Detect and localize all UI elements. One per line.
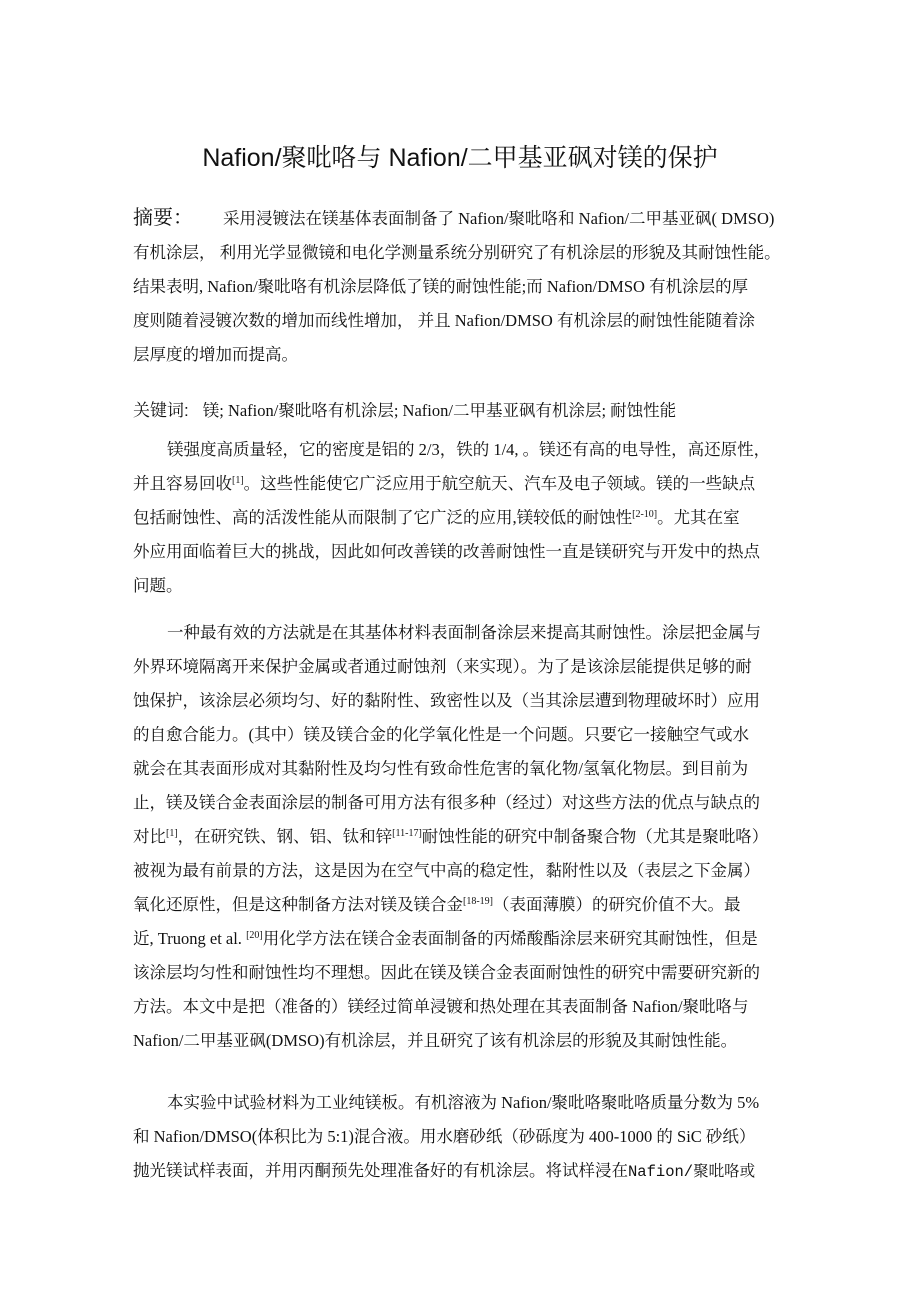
- paragraph-line: 和 Nafion/DMSO(体积比为 5:1)混合液。用水磨砂纸（砂砾度为 400-1000 的 SiC 砂纸）: [133, 1127, 756, 1146]
- citation-ref: [1]: [166, 828, 178, 839]
- abstract-line-3: 结果表明, Nafion/聚吡咯有机涂层降低了镁的耐蚀性能;而 Nafion/DMSO 有机涂层的厚: [133, 277, 749, 296]
- citation-ref: [11-17]: [392, 828, 422, 839]
- paragraph-line: 被视为最有前景的方法，这是因为在空气中高的稳定性，黏附性以及（表层之下金属）: [133, 861, 760, 880]
- text-run: Nafion/聚吡咯或: [628, 1163, 756, 1181]
- paragraph-line: 外应用面临着巨大的挑战，因此如何改善镁的改善耐蚀性一直是镁研究与开发中的热点: [133, 542, 760, 561]
- paragraph-line: [133, 467, 843, 501]
- paragraph-line: 蚀保护，该涂层必须均匀、好的黏附性、致密性以及（当其涂层遭到物理破坏时）应用: [133, 691, 760, 710]
- paragraph-line: 本实验中试验材料为工业纯镁板。有机溶液为 Nafion/聚吡咯聚吡咯质量分数为 5%: [167, 1093, 760, 1112]
- text-run: 耐蚀性能的研究中制备聚合物（尤其是聚吡咯）: [421, 827, 769, 846]
- paragraph-line: [133, 922, 843, 956]
- text-run: 。这些性能使它广泛应用于航空航天、汽车及电子领域。镁的一些缺点: [243, 474, 756, 493]
- abstract-section: [133, 200, 843, 372]
- paragraph-line: [133, 501, 843, 535]
- paragraph-line: 止，镁及镁合金表面涂层的制备可用方法有很多种（经过）对这些方法的优点与缺点的: [133, 793, 760, 812]
- keywords-text: 镁; Nafion/聚吡咯有机涂层; Nafion/二甲基亚砜有机涂层; 耐蚀性能: [202, 401, 677, 420]
- paragraph-line: 的自愈合能力。(其中）镁及镁合金的化学氧化性是一个问题。只要它一接触空气或水: [133, 725, 749, 744]
- page-title: Nafion/聚吡咯与 Nafion/二甲基亚砜对镁的保护: [202, 144, 718, 172]
- abstract-label: 摘要：: [133, 207, 193, 229]
- paragraph-line: Nafion/二甲基亚砜(DMSO)有机涂层，并且研究了该有机涂层的形貌及其耐蚀性能。: [133, 1031, 738, 1050]
- text-run: （表面薄膜）的研究价值不大。最: [493, 895, 741, 914]
- paragraph-line: 就会在其表面形成对其黏附性及均匀性有致命性危害的氧化物/氢氧化物层。到目前为: [133, 759, 749, 778]
- text-run: 。尤其在室: [657, 508, 740, 527]
- keywords-line: [133, 394, 843, 428]
- abstract-line-5: 层厚度的增加而提高。: [133, 345, 298, 364]
- paragraph-line: 方法。本文中是把（准备的）镁经过简单浸镀和热处理在其表面制备 Nafion/聚吡咯与: [133, 997, 749, 1016]
- paragraph-line: [133, 1154, 843, 1188]
- paragraph-line: [133, 888, 843, 922]
- citation-ref: [20]: [246, 930, 263, 941]
- paragraph-line: 一种最有效的方法就是在其基体材料表面制备涂层来提高其耐蚀性。涂层把金属与: [167, 623, 761, 642]
- citation-ref: [1]: [232, 475, 244, 486]
- abstract-line-2: 有机涂层， 利用光学显微镜和电化学测量系统分别研究了有机涂层的形貌及其耐蚀性能。: [133, 243, 781, 262]
- abstract-line-1: [133, 200, 843, 236]
- paragraph-3: [133, 1086, 843, 1188]
- text-run: 近, Truong et al.: [133, 929, 247, 948]
- paragraph-2: [133, 616, 843, 1058]
- paragraph-line: [133, 820, 843, 854]
- text-run: 包括耐蚀性、高的活泼性能从而限制了它广泛的应用,镁较低的耐蚀性: [133, 508, 633, 527]
- keywords-section: [133, 394, 843, 428]
- text-run: 对比: [133, 827, 166, 846]
- keywords-label: 关键词:: [133, 401, 189, 420]
- paragraph-line: 镁强度高质量轻，它的密度是铝的 2/3，铁的 1/4, 。镁还有高的电导性，高还原性，: [167, 440, 771, 459]
- abstract-text-1: 采用浸镀法在镁基体表面制备了 Nafion/聚吡咯和 Nafion/二甲基亚砜( DMSO): [223, 209, 775, 228]
- abstract-line-4: 度则随着浸镀次数的增加而线性增加， 并且 Nafion/DMSO 有机涂层的耐蚀性能随着涂: [133, 311, 755, 330]
- paragraph-1: [133, 433, 843, 603]
- text-run: 用化学方法在镁合金表面制备的丙烯酸酯涂层来研究其耐蚀性，但是: [262, 929, 758, 948]
- paragraph-line: 问题。: [133, 576, 183, 595]
- text-run: 抛光镁试样表面，并用丙酮预先处理准备好的有机涂层。将试样浸在: [133, 1161, 628, 1180]
- text-run: 氧化还原性，但是这种制备方法对镁及镁合金: [133, 895, 463, 914]
- text-run: 并且容易回收: [133, 474, 232, 493]
- paragraph-line: 该涂层均匀性和耐蚀性均不理想。因此在镁及镁合金表面耐蚀性的研究中需要研究新的: [133, 963, 760, 982]
- paragraph-line: 外界环境隔离开来保护金属或者通过耐蚀剂（来实现）。为了是该涂层能提供足够的耐: [133, 657, 752, 676]
- citation-ref: [2-10]: [632, 509, 658, 520]
- citation-ref: [18-19]: [463, 896, 493, 907]
- text-run: ，在研究铁、钢、铝、钛和锌: [177, 827, 393, 846]
